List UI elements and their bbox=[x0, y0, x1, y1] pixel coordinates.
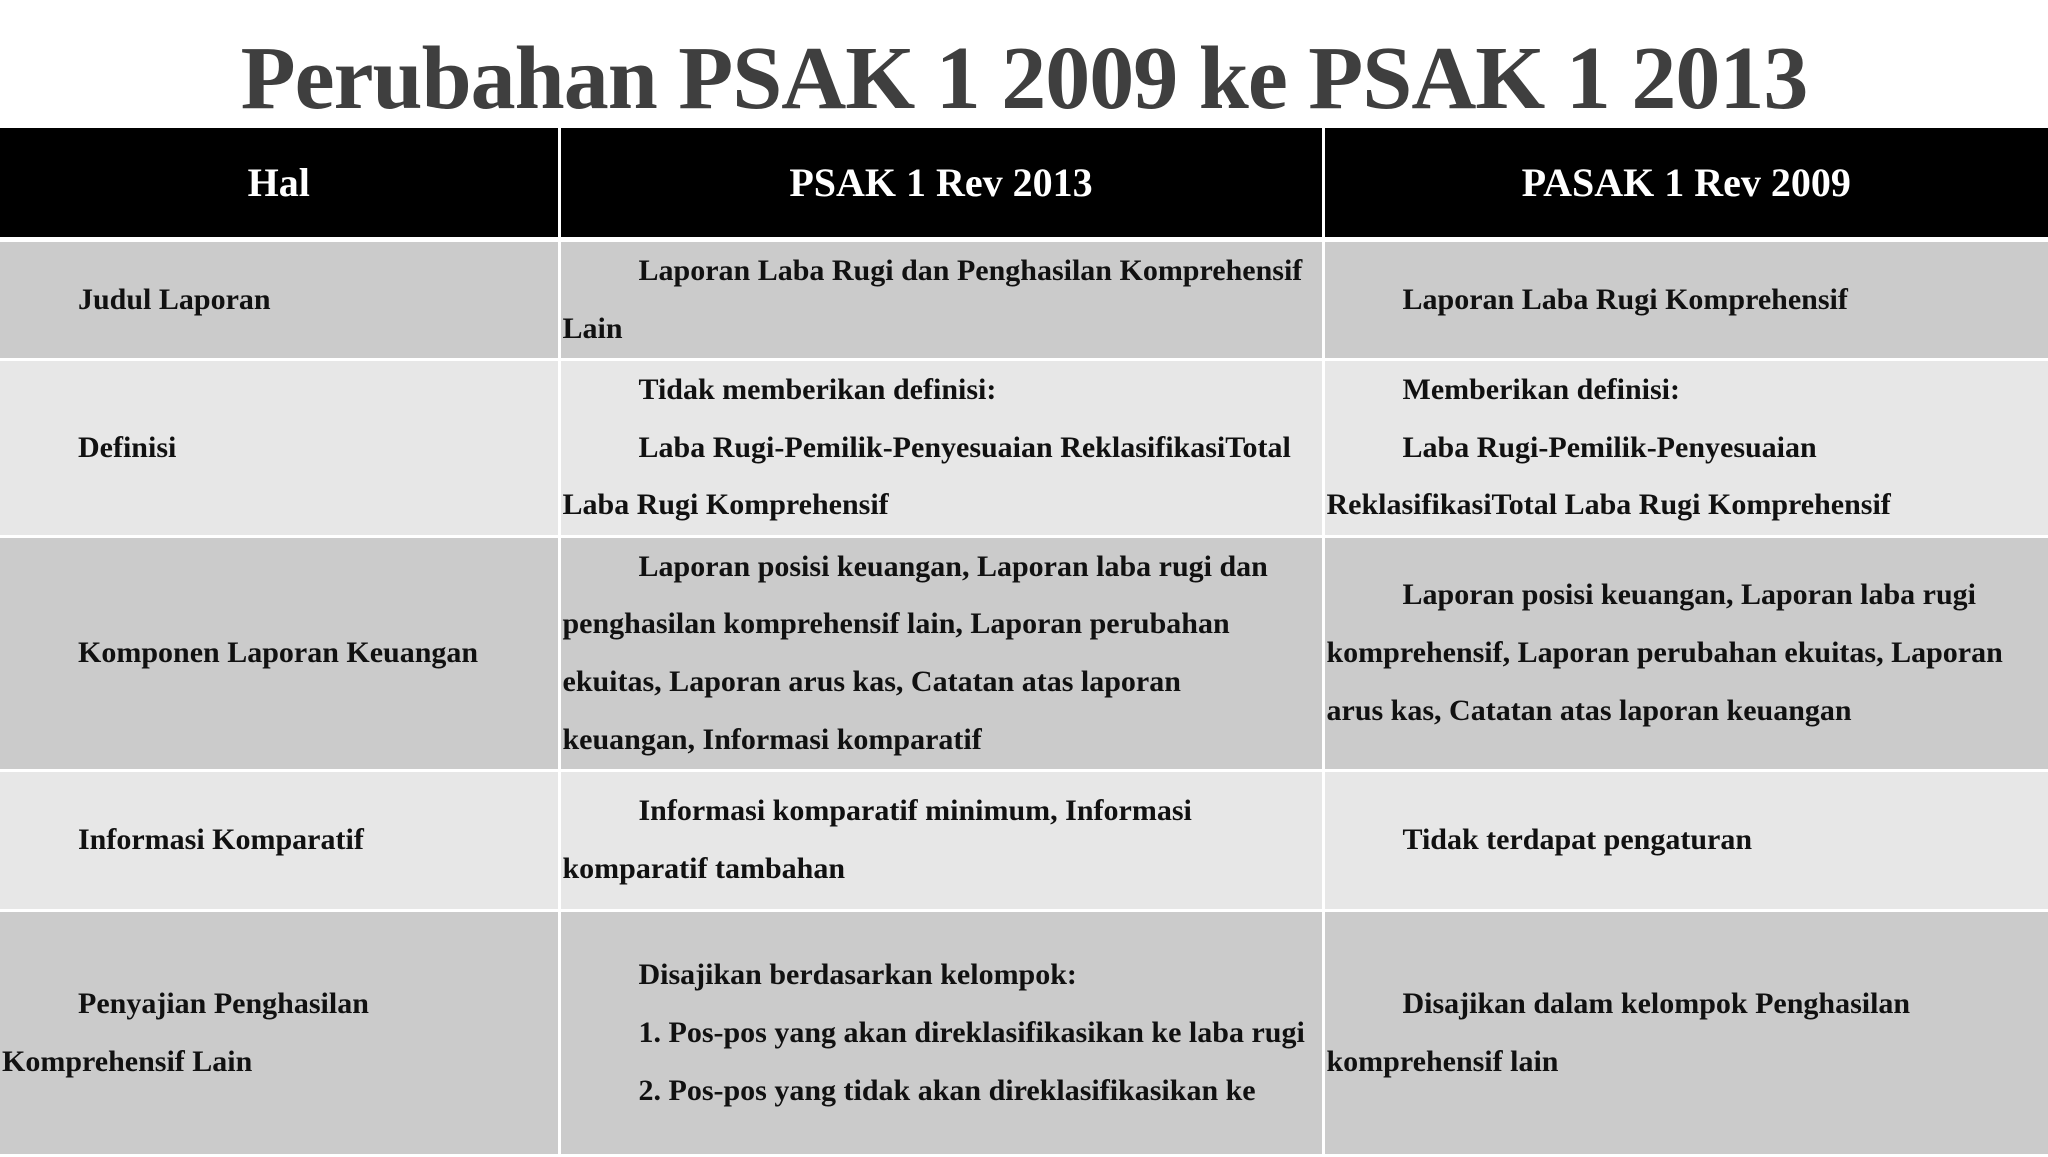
cell-hal bbox=[0, 770, 559, 910]
cell-text: Memberikan definisi: bbox=[1402, 372, 1680, 406]
cell-text: Laba Rugi-Pemilik-Penyesuaian ReklasifikasiTotal Laba Rugi Komprehensif bbox=[1326, 430, 1891, 522]
header-psak-2013: PSAK 1 Rev 2013 bbox=[559, 128, 1323, 240]
cell-text: Penyajian Penghasilan Komprehensif Lain bbox=[2, 986, 369, 1078]
cell-text: Judul Laporan bbox=[78, 282, 271, 316]
cell-hal bbox=[0, 240, 559, 360]
cell-rev2009 bbox=[1323, 359, 2048, 536]
table-row bbox=[0, 240, 2048, 360]
cell-text: 1. Pos-pos yang akan direklasifikasikan ke laba rugi bbox=[638, 1015, 1305, 1049]
table-row bbox=[0, 770, 2048, 910]
cell-rev2013 bbox=[559, 536, 1323, 770]
cell-rev2013 bbox=[559, 240, 1323, 360]
cell-rev2009 bbox=[1323, 910, 2048, 1155]
cell-text: Tidak memberikan definisi: bbox=[638, 372, 997, 406]
cell-hal bbox=[0, 910, 559, 1155]
cell-text: Laporan posisi keuangan, Laporan laba rugi komprehensif, Laporan perubahan ekuitas, Laporan arus kas, Catatan atas laporan keuangan bbox=[1326, 578, 2003, 728]
slide-title: Perubahan PSAK 1 2009 ke PSAK 1 2013 bbox=[240, 29, 1808, 128]
cell-rev2013 bbox=[559, 359, 1323, 536]
table-header-row bbox=[0, 128, 2048, 240]
cell-text: Laporan Laba Rugi Komprehensif bbox=[1402, 282, 1848, 316]
cell-text: Informasi komparatif minimum, Informasi komparatif tambahan bbox=[562, 794, 1192, 886]
cell-hal bbox=[0, 536, 559, 770]
cell-rev2009 bbox=[1323, 770, 2048, 910]
header-psak-2009: PASAK 1 Rev 2009 bbox=[1323, 128, 2048, 240]
cell-rev2013 bbox=[559, 910, 1323, 1155]
cell-text: Informasi Komparatif bbox=[78, 823, 364, 857]
cell-rev2009 bbox=[1323, 240, 2048, 360]
table-row bbox=[0, 536, 2048, 770]
cell-text: Laba Rugi-Pemilik-Penyesuaian ReklasifikasiTotal Laba Rugi Komprehensif bbox=[562, 430, 1291, 522]
cell-text: Definisi bbox=[78, 430, 177, 464]
header-hal: Hal bbox=[0, 128, 559, 240]
table-row bbox=[0, 910, 2048, 1155]
cell-rev2013 bbox=[559, 770, 1323, 910]
table-row bbox=[0, 359, 2048, 536]
cell-text: Laporan posisi keuangan, Laporan laba rugi dan penghasilan komprehensif lain, Laporan perubahan ekuitas, Laporan arus kas, Catatan atas laporan keuangan, Informasi komparatif bbox=[562, 549, 1268, 756]
cell-text: Tidak terdapat pengaturan bbox=[1402, 823, 1753, 857]
cell-text: Disajikan dalam kelompok Penghasilan komprehensif lain bbox=[1326, 986, 1911, 1078]
cell-text: Disajikan berdasarkan kelompok: bbox=[638, 958, 1077, 992]
comparison-table bbox=[0, 128, 2048, 1157]
cell-text: 2. Pos-pos yang tidak akan direklasifikasikan ke bbox=[638, 1073, 1256, 1107]
cell-rev2009 bbox=[1323, 536, 2048, 770]
cell-hal bbox=[0, 359, 559, 536]
cell-text: Komponen Laporan Keuangan bbox=[78, 636, 479, 670]
cell-text: Laporan Laba Rugi dan Penghasilan Komprehensif Lain bbox=[562, 254, 1303, 345]
